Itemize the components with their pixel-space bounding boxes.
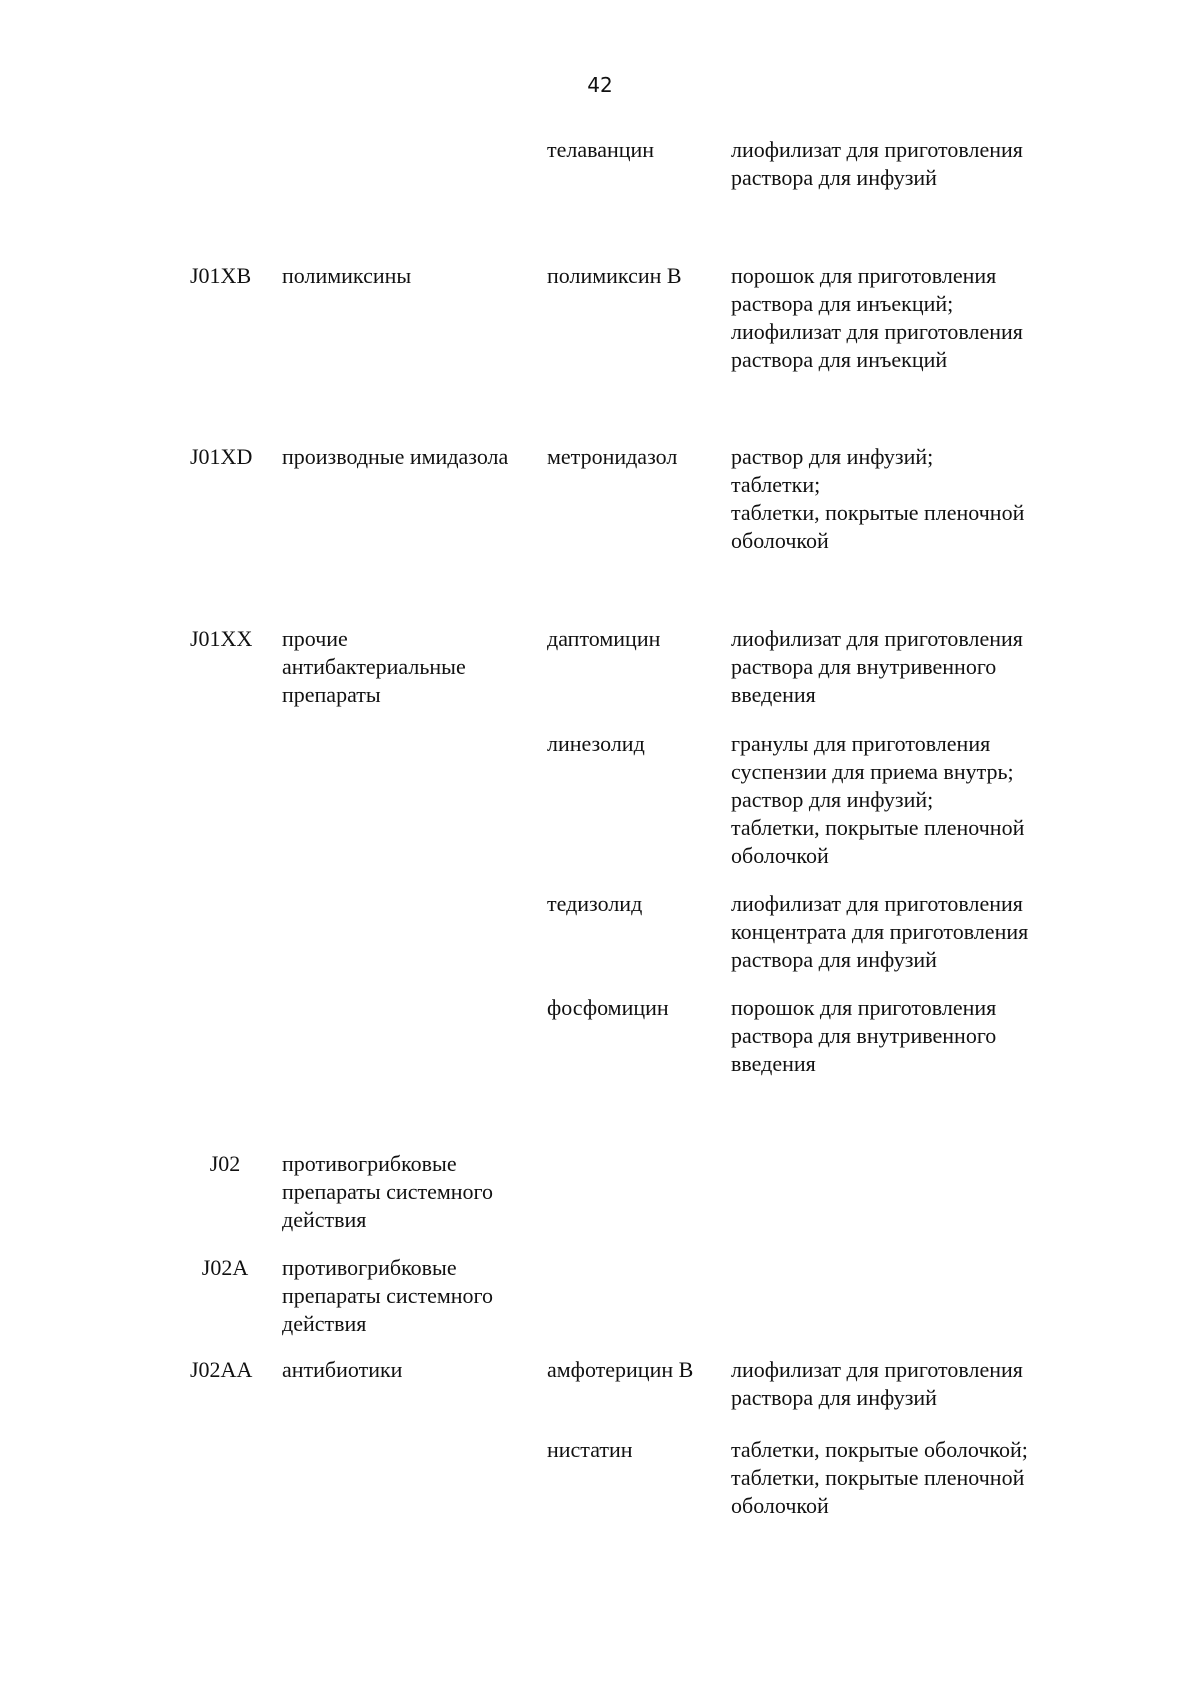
atc-code: J01XB [190,263,252,288]
dosage-form: таблетки, покрытые оболочкой; таблетки, покрытые пленочной оболочкой [731,1437,1028,1518]
drug-name: даптомицин [547,626,661,651]
dosage-form: порошок для приготовления раствора для внутривенного введения [731,995,997,1076]
atc-code: J02 [209,1151,241,1176]
atc-group: противогрибковые препараты системного действия [282,1255,494,1336]
atc-code: J01XX [190,626,253,651]
drug-name: нистатин [547,1437,633,1462]
drug-name: фосфомицин [547,995,669,1020]
drug-name: тедизолид [547,891,643,916]
atc-group: полимиксины [282,263,412,288]
atc-code: J01XD [190,444,253,469]
page-number: 42 [587,73,613,97]
dosage-form: лиофилизат для приготовления концентрата для приготовления раствора для инфузий [731,891,1029,972]
dosage-form: порошок для приготовления раствора для инъекций; лиофилизат для приготовления раствора для инъекций [731,263,1023,372]
atc-group: антибиотики [282,1357,403,1382]
dosage-form: лиофилизат для приготовления раствора для внутривенного введения [731,626,1023,707]
atc-code: J02A [201,1255,249,1280]
atc-group: производные имидазола [282,444,509,469]
dosage-form: лиофилизат для приготовления раствора для инфузий [731,1357,1023,1410]
atc-code: J02AA [190,1357,253,1382]
drug-name: телаванцин [547,137,655,162]
drug-name: полимиксин В [547,263,682,288]
drug-name: линезолид [547,731,645,756]
atc-group: прочие антибактериальные препараты [282,626,466,707]
drug-name: метронидазол [547,444,678,469]
dosage-form: лиофилизат для приготовления раствора для инфузий [731,137,1023,190]
dosage-form: раствор для инфузий; таблетки; таблетки, покрытые пленочной оболочкой [731,444,1025,553]
drug-name: амфотерицин В [547,1357,694,1382]
atc-group: противогрибковые препараты системного действия [282,1151,494,1232]
dosage-form: гранулы для приготовления суспензии для приема внутрь; раствор для инфузий; таблетки, покрытые пленочной оболочкой [731,731,1025,868]
